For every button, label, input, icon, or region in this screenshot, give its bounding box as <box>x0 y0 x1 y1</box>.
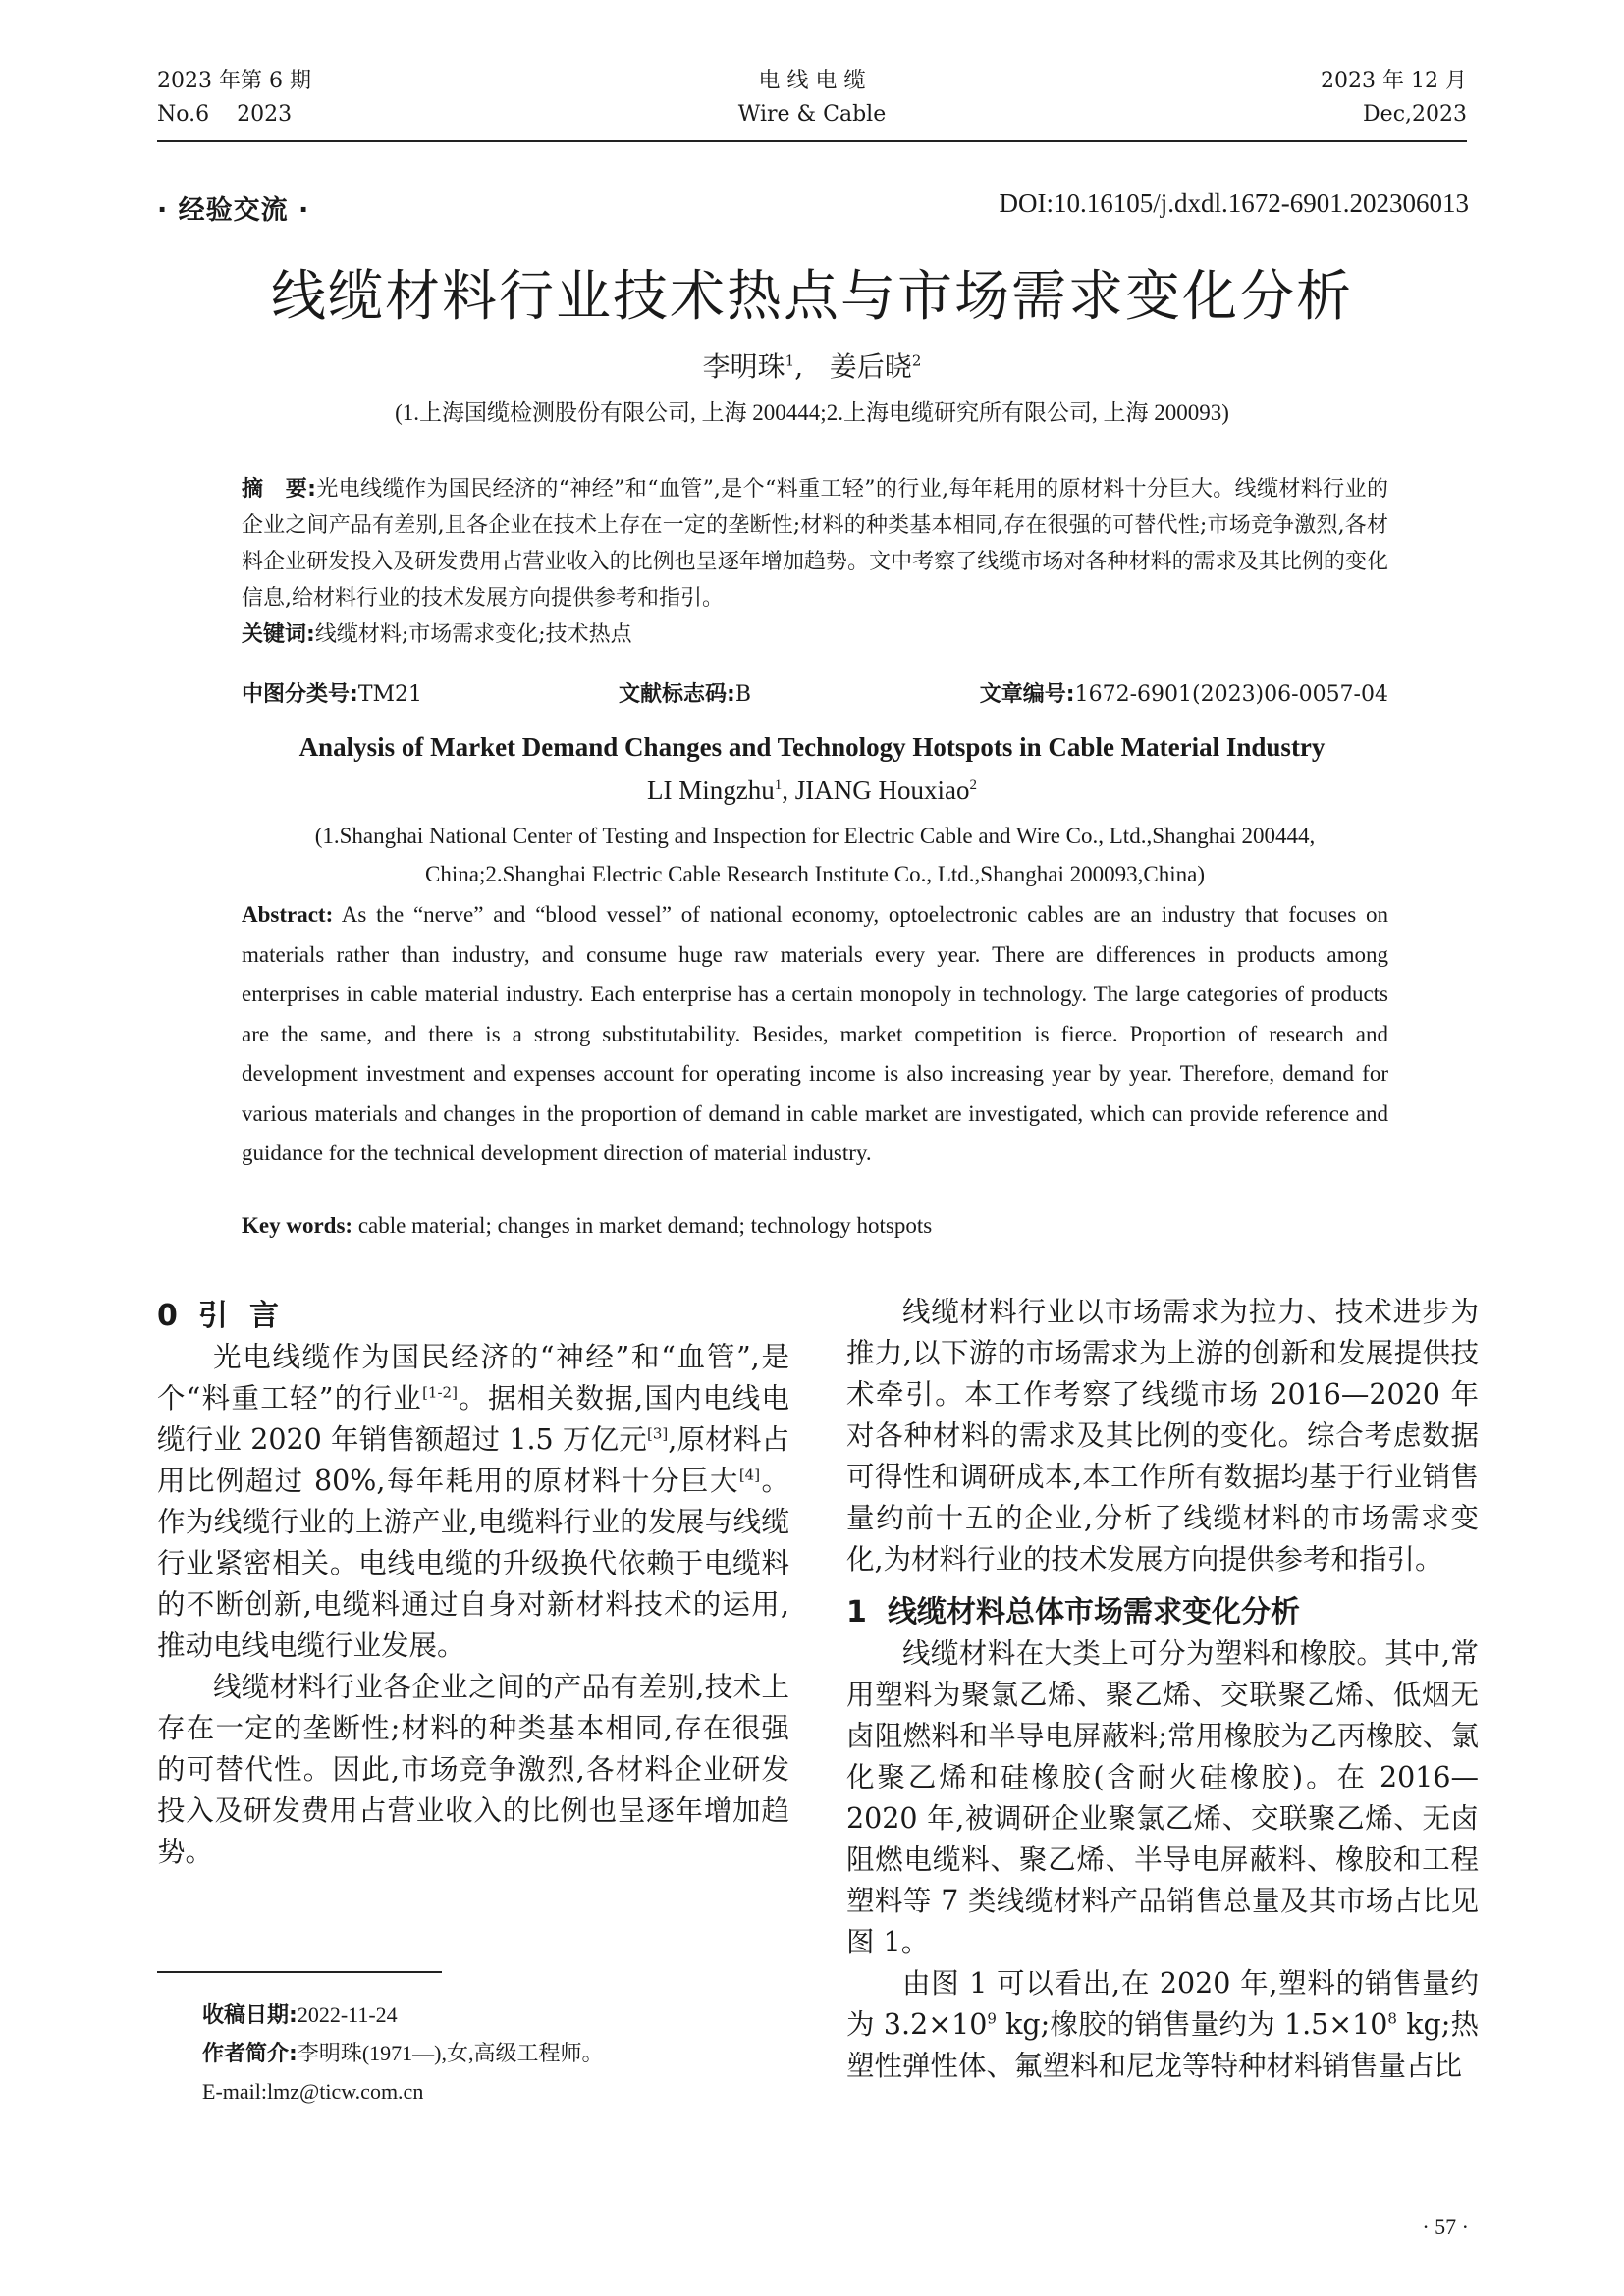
section-number: 0 <box>157 1299 178 1333</box>
abstract-cn-label: 摘 要: <box>242 477 316 502</box>
abstract-cn-body <box>242 471 1388 616</box>
section-title: 引言 <box>198 1299 300 1333</box>
section-number: 1 <box>846 1595 867 1629</box>
english-authors <box>0 775 1624 806</box>
english-keywords-label: Key words: <box>242 1213 353 1238</box>
paragraph: 线缆材料行业以市场需求为拉力、技术进步为推力,以下游的市场需求为上游的创新和发展提供技术牵引。本工作考察了线缆市场 2016—2020 年对各种材料的需求及其比例的变化。综合考虑数据可得性和调研成本,本工作所有数据均基于行业销售量约前十五的企业,分析了线缆材料的市场需求变化,为材料行业的技术发展方向提供参考和指引。 <box>846 1296 1479 1575</box>
abstract-cn <box>242 471 1388 653</box>
doc-value: B <box>734 682 751 707</box>
author-affil-mark: 2 <box>911 351 922 370</box>
exponent: 8 <box>1387 2009 1397 2028</box>
doi[interactable]: DOI:10.16105/j.dxdl.1672-6901.202306013 <box>999 188 1469 218</box>
citation[interactable]: [4] <box>738 1466 761 1484</box>
header-journal-cn: 电 线 电 缆 <box>758 69 866 93</box>
received-label: 收稿日期: <box>202 2003 298 2028</box>
paragraph <box>157 1337 789 1667</box>
footnote <box>202 1997 603 2110</box>
header-issue-cn: 2023 年第 6 期 <box>157 69 311 93</box>
page-number: · 57 · <box>1422 2215 1469 2239</box>
english-keywords <box>242 1213 1388 1239</box>
text-run: 光电线缆作为国民经济的“神经”和“血管”,是个“料重工轻”的行业 <box>157 1341 789 1415</box>
received-value: 2022-11-24 <box>297 2002 398 2027</box>
english-author-mark: 1 <box>774 777 783 793</box>
paragraph: 线缆材料行业各企业之间的产品有差别,技术上存在一定的垄断性;材料的种类基本相同,存在很强的可替代性。因此,市场竞争激烈,各材料企业研发投入及研发费用占营业收入的比例也呈逐年增加趋势。 <box>157 1671 789 1868</box>
english-affiliation-line: China;2.Shanghai Electric Cable Research Institute Co., Ltd.,Shanghai 200093,China) <box>425 862 1205 886</box>
body-column-left <box>157 1296 789 1873</box>
text-run: kg;橡胶的销售量约为 1.5×10 <box>996 2008 1388 2041</box>
affiliation: (1.上海国缆检测股份有限公司, 上海 200444;2.上海电缆研究所有限公司, 上海 200093) <box>395 400 1229 425</box>
article-number <box>980 676 1388 713</box>
author-name: 李明珠 <box>702 350 785 383</box>
english-author-name: , JIANG Houxiao <box>782 775 970 805</box>
keywords-cn <box>242 616 1388 653</box>
section-title: 线缆材料总体市场需求变化分析 <box>888 1595 1300 1629</box>
citation[interactable]: [3] <box>646 1424 669 1443</box>
exponent: 9 <box>987 2009 997 2028</box>
author-bio <box>202 2035 603 2073</box>
header-date <box>1321 65 1467 132</box>
bio-label: 作者简介: <box>202 2042 298 2066</box>
header-rule <box>157 140 1467 142</box>
text-run: ,原材料占用比例超过 80%,每年耗用的原材料十分巨大 <box>157 1423 789 1497</box>
article-title: 线缆材料行业技术热点与市场需求变化分析 <box>271 265 1353 329</box>
abstract-cn-text: 光电线缆作为国民经济的“神经”和“血管”,是个“料重工轻”的行业,每年耗用的原材料十分巨大。线缆材料行业的企业之间产品有差别,且各企业在技术上存在一定的垄断性;材料的种类基本相同,存在很强的可替代性;市场竞争激烈,各材料企业研发投入及研发费用占营业收入的比例也呈逐年增加趋势。文中考察了线缆市场对各种材料的需求及其比例的变化信息,给材料行业的技术发展方向提供参考和指引。 <box>242 477 1388 611</box>
header-journal-en: Wire & Cable <box>737 102 887 127</box>
author-list: 李明珠$^1$, 姜后晓$^2$ <box>702 350 922 383</box>
citation[interactable]: [1-2] <box>422 1383 458 1402</box>
english-author-name: LI Mingzhu <box>647 775 775 805</box>
clc-label: 中图分类号: <box>242 682 358 707</box>
text-run: kg;热塑性弹性体、氟塑料和尼龙等特种材料销售量占比 <box>846 2008 1479 2082</box>
text-run: 由图 1 可以看出,在 2020 年,塑料的销售量约为 3.2×10 <box>846 1967 1479 2041</box>
received-date <box>202 1997 603 2035</box>
english-abstract <box>242 895 1388 1174</box>
doc-code <box>619 676 751 713</box>
clc-value: TM21 <box>357 682 423 707</box>
keywords-cn-label: 关键词: <box>242 622 315 647</box>
footnote-rule <box>157 1971 442 1973</box>
article-number-value: 1672-6901(2023)06-0057-04 <box>1074 682 1388 707</box>
english-affiliation <box>236 817 1394 893</box>
section-heading <box>157 1296 789 1337</box>
header-issue-en: No.6 2023 <box>157 102 293 127</box>
column-tag: · 经验交流 · <box>157 195 310 226</box>
english-author-mark: 2 <box>969 777 977 793</box>
doc-label: 文献标志码: <box>619 682 735 707</box>
english-affiliation-line: (1.Shanghai National Center of Testing and Inspection for Electric Cable and Wire Co., Ltd.,Shanghai 200444, <box>314 824 1316 848</box>
paragraph <box>846 1963 1479 2087</box>
keywords-cn-text: 线缆材料;市场需求变化;技术热点 <box>314 622 632 647</box>
section-heading <box>846 1592 1479 1633</box>
english-abstract-text: As the “nerve” and “blood vessel” of national economy, optoelectronic cables are an industry that focuses on materials rather than industry, and consume huge raw materials every year. There are differences in products among enterprises in cable material industry. Each enterprise has a certain monopoly in technology. The large categories of products are the same, and there is a strong substitutability. Besides, market competition is fierce. Proportion of research and development investment and expenses account for operating income is also increasing year by year. Therefore, demand for various materials and changes in the proportion of demand in cable market are investigated, which can provide reference and guidance for the technical development direction of material industry. <box>242 902 1388 1165</box>
author-affil-mark: 1 <box>785 351 795 370</box>
email[interactable]: E-mail:lmz@ticw.com.cn <box>202 2079 424 2104</box>
english-title: Analysis of Market Demand Changes and Technology Hotspots in Cable Material Industry <box>298 732 1326 762</box>
author-name: 姜后晓 <box>829 350 912 383</box>
english-keywords-text: cable material; changes in market demand; technology hotspots <box>352 1213 933 1238</box>
paragraph: 线缆材料在大类上可分为塑料和橡胶。其中,常用塑料为聚氯乙烯、聚乙烯、交联聚乙烯、低烟无卤阻燃料和半导电屏蔽料;常用橡胶为乙丙橡胶、氯化聚乙烯和硅橡胶(含耐火硅橡胶)。在 2016—2020 年,被调研企业聚氯乙烯、交联聚乙烯、无卤阻燃电缆料、聚乙烯、半导电屏蔽料、橡胶和工程塑料等 7 类线缆材料产品销售总量及其市场占比见图 1。 <box>846 1637 1479 1958</box>
header-date-cn: 2023 年 12 月 <box>1321 69 1467 93</box>
article-number-label: 文章编号: <box>979 682 1075 707</box>
text-run: 。作为线缆行业的上游产业,电缆料行业的发展与线缆行业紧密相关。电线电缆的升级换代依赖于电缆料的不断创新,电缆料通过自身对新材料技术的运用,推动电线电缆行业发展。 <box>157 1465 789 1662</box>
text-run: 。据相关数据,国内电线电缆行业 2020 年销售额超过 1.5 万亿元 <box>157 1382 789 1456</box>
bio-value: 李明珠(1971—),女,高级工程师。 <box>297 2041 604 2065</box>
body-column-right <box>846 1292 1479 2087</box>
clc-code <box>242 676 422 713</box>
english-abstract-label: Abstract: <box>242 902 334 927</box>
header-date-en: Dec,2023 <box>1363 102 1467 127</box>
